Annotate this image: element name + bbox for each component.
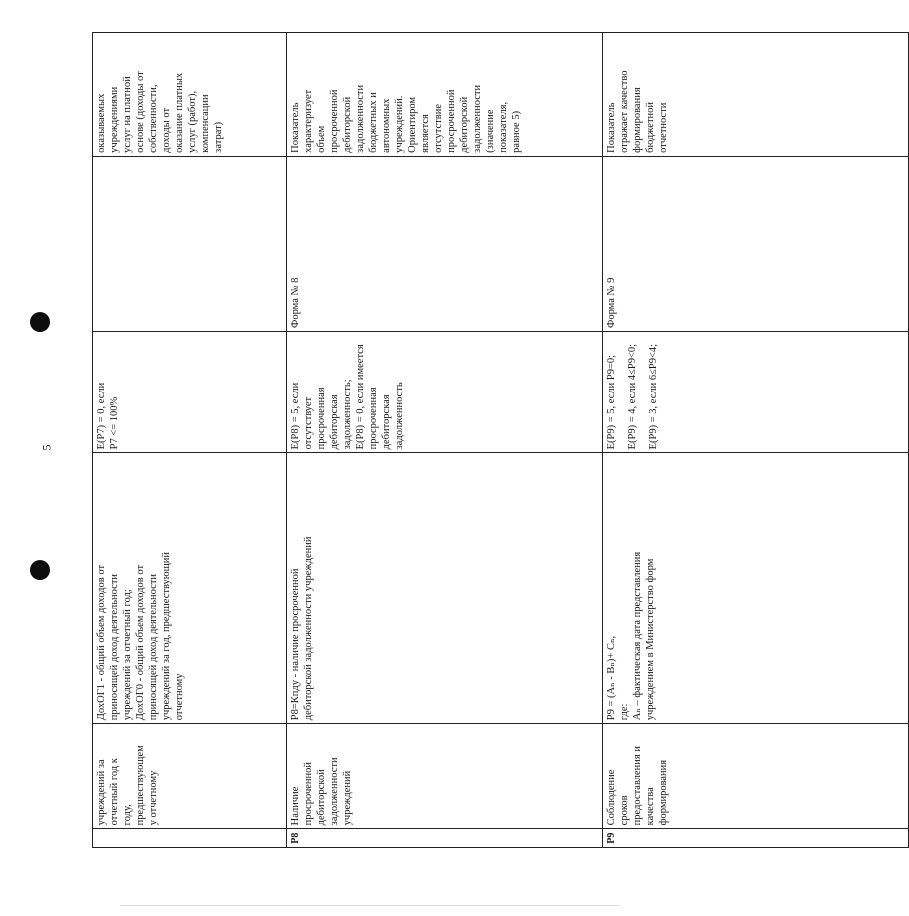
comment-line: просроченной xyxy=(329,89,340,153)
indicator-name-line: сроков xyxy=(619,795,630,826)
indicator-name-cell xyxy=(287,724,603,829)
score-line: Е(Р9) = 3, если 6≤Р9<4; xyxy=(648,343,659,450)
indicator-name-line: задолженности xyxy=(329,757,340,826)
formula-line: учреждений за год, предшествующий xyxy=(161,552,172,721)
indicators-table-body xyxy=(93,33,909,848)
indicator-name-line: учреждений за xyxy=(96,759,107,826)
comment-line: услуг на платной xyxy=(122,76,133,153)
comment-line: отчетности xyxy=(658,102,669,153)
form-text: Форма № 9 xyxy=(606,277,617,328)
comment-line: компенсации xyxy=(200,94,211,153)
comment-line: учреждений. xyxy=(394,95,405,153)
form-cell xyxy=(603,156,909,331)
form-cell xyxy=(93,156,287,331)
score-cell xyxy=(603,331,909,452)
indicator-name-line: Наличие xyxy=(290,786,301,826)
comment-line: показателя, xyxy=(498,101,509,153)
formula-line: приносящей доход деятельности xyxy=(109,573,120,721)
score-line: задолженность xyxy=(394,382,405,450)
comment-line: дебиторской xyxy=(342,96,353,153)
indicator-code-cell xyxy=(287,829,603,848)
indicator-name-cell xyxy=(603,724,909,829)
indicator-name-line: отчетный год к xyxy=(109,758,120,826)
comment-line: услуг (работ), xyxy=(187,90,198,153)
comment-cell xyxy=(93,33,287,157)
score-cell xyxy=(93,331,287,452)
comment-line: равное 5) xyxy=(511,110,522,153)
comment-cell xyxy=(603,33,909,157)
indicator-name-line: у отчетному xyxy=(148,770,159,826)
indicator-code-text: Р8 xyxy=(290,832,301,844)
indicator-name-line: просроченной xyxy=(303,762,314,826)
punch-hole-bottom xyxy=(30,560,50,580)
formula-line: учреждений за отчетный год; xyxy=(122,589,133,721)
formula-cell xyxy=(93,453,287,724)
score-line: отсутствует xyxy=(303,396,314,450)
comment-cell xyxy=(287,33,603,157)
score-line: дебиторская xyxy=(329,394,340,450)
formula-line: ДохОГ1 - общий объем доходов от xyxy=(96,564,107,721)
formula-line: Аₙ – фактическая дата представления xyxy=(632,551,643,721)
comment-line: характеризует xyxy=(303,89,314,153)
indicator-name-line: предоставления и xyxy=(632,746,643,826)
comment-line: отсутствие xyxy=(433,104,444,153)
table-row xyxy=(287,33,603,848)
indicator-code-cell xyxy=(93,829,287,848)
formula-line: где: xyxy=(619,703,630,721)
comment-line: собственности, xyxy=(148,84,159,153)
score-line: Е(Р9) = 5, если Р9=0; xyxy=(606,354,617,450)
comment-line: бюджетной xyxy=(645,101,656,153)
comment-line: бюджетных и xyxy=(368,92,379,153)
comment-line: задолженности xyxy=(472,84,483,153)
score-line: Е(Р9) = 4, если 4≤Р9<0; xyxy=(627,343,638,450)
indicator-name-line: предшествующем xyxy=(135,745,146,826)
indicator-name-line: Соблюдение xyxy=(606,769,617,826)
table-row xyxy=(603,33,909,848)
score-line: просроченная xyxy=(368,387,379,450)
score-cell xyxy=(287,331,603,452)
table-row xyxy=(93,33,287,848)
comment-line: просроченной xyxy=(446,89,457,153)
scan-edge-line xyxy=(120,905,620,906)
score-line: задолженность; xyxy=(342,379,353,450)
comment-line: формирования xyxy=(632,87,643,153)
indicator-name-line: формирования xyxy=(658,759,669,826)
comment-line: дебиторской xyxy=(459,96,470,153)
indicator-name-line: дебиторской xyxy=(316,769,327,826)
punch-hole-top xyxy=(30,312,50,332)
formula-line: отчетному xyxy=(174,673,185,721)
score-line: дебиторская xyxy=(381,394,392,450)
score-line: просроченная xyxy=(316,387,327,450)
comment-line: затрат) xyxy=(213,121,224,153)
formula-cell xyxy=(603,453,909,724)
indicator-name-line: году, xyxy=(122,804,133,826)
comment-line: Показатель xyxy=(290,102,301,153)
comment-line: учреждениями xyxy=(109,86,120,153)
form-text: Форма № 8 xyxy=(290,277,301,328)
formula-line: Р8=Кпду - наличие просроченной xyxy=(290,568,301,721)
formula-line: Р9 = (Аₙ - Вₙ)+ Сₙ, xyxy=(606,635,617,721)
score-line: Р7 <= 100% xyxy=(109,396,120,450)
comment-line: Показатель xyxy=(606,102,617,153)
indicator-name-line: учреждений xyxy=(342,770,353,826)
form-cell xyxy=(287,156,603,331)
page-number: 5 xyxy=(39,444,54,451)
formula-line: ДохОГ0 - общий объем доходов от xyxy=(135,564,146,721)
indicator-code-text: Р9 xyxy=(606,832,617,844)
comment-line: является xyxy=(420,114,431,153)
indicators-table xyxy=(92,32,909,848)
comment-line: (значение xyxy=(485,109,496,153)
comment-line: оказываемых xyxy=(96,93,107,153)
comment-line: автономных xyxy=(381,98,392,153)
comment-line: Ориентиром xyxy=(407,96,418,153)
comment-line: основе (доходы от xyxy=(135,71,146,153)
indicator-name-line: качества xyxy=(645,787,656,826)
score-line: Е(Р8) = 0, если имеется xyxy=(355,344,366,450)
rotated-table-container xyxy=(92,32,669,848)
comment-line: доходы от xyxy=(161,107,172,153)
indicator-code-cell xyxy=(603,829,909,848)
formula-cell xyxy=(287,453,603,724)
comment-line: объем xyxy=(316,125,327,153)
formula-line: учреждением в Министерство форм xyxy=(645,558,656,721)
indicator-name-cell xyxy=(93,724,287,829)
score-line: Е(Р8) = 5, если xyxy=(290,382,301,450)
score-line: Е(Р7) = 0, если xyxy=(96,382,107,450)
comment-line: оказание платных xyxy=(174,72,185,153)
comment-line: задолженности xyxy=(355,84,366,153)
comment-line: отражает качество xyxy=(619,70,630,153)
formula-line: дебиторской задолженности учреждений xyxy=(303,536,314,721)
formula-line: приносящей доход деятельности xyxy=(148,573,159,721)
